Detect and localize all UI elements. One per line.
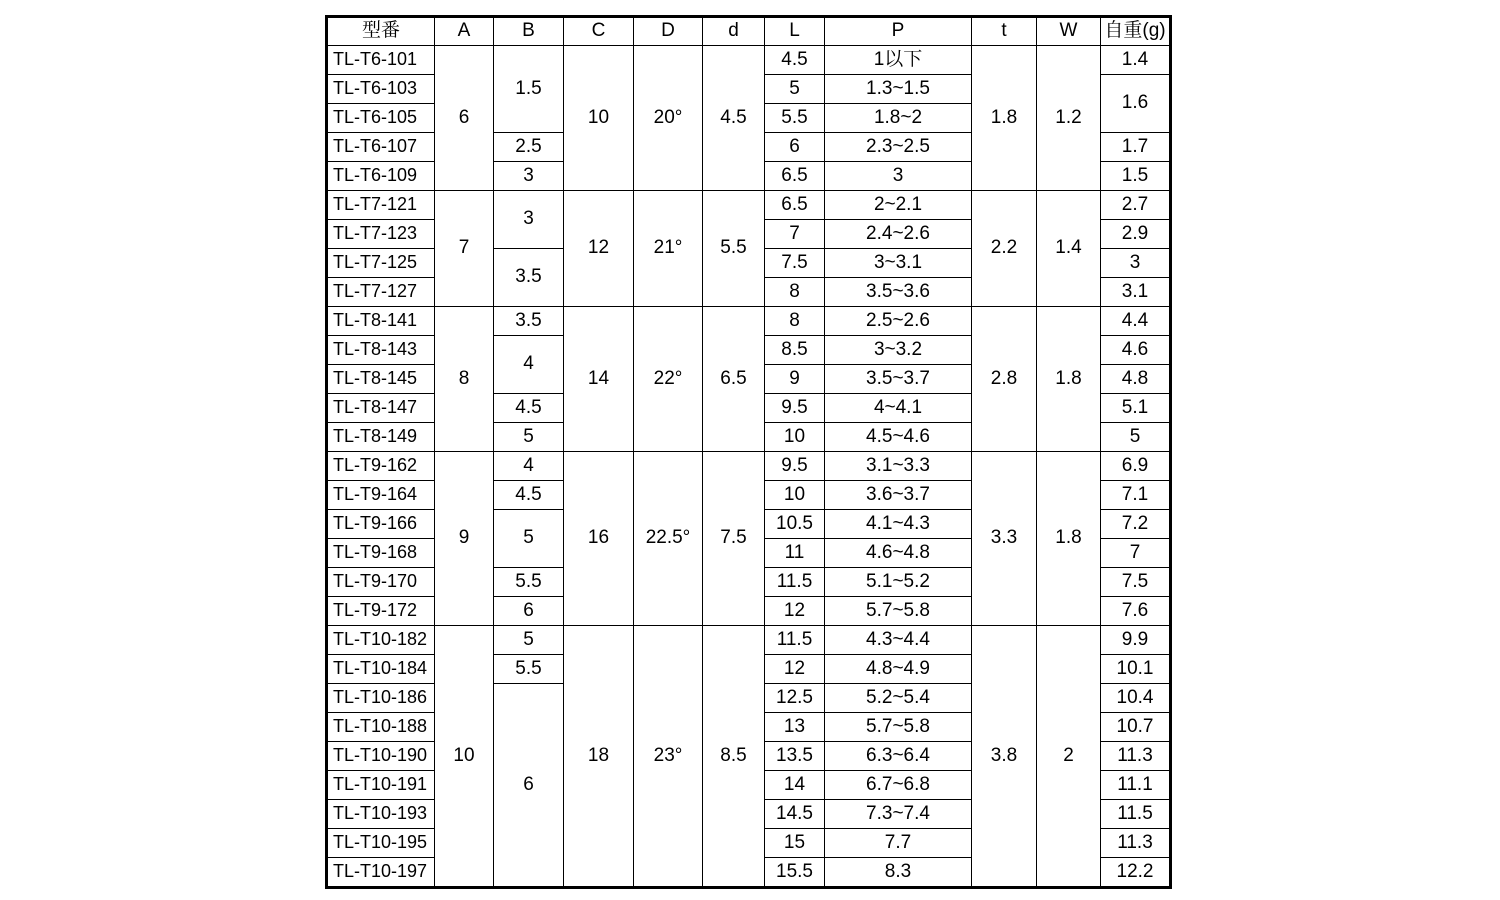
cell-B: 3.5 bbox=[494, 249, 564, 307]
cell-L: 5.5 bbox=[765, 104, 825, 133]
column-header-W: W bbox=[1037, 17, 1101, 46]
cell-model: TL-T10-191 bbox=[327, 771, 435, 800]
cell-weight: 1.4 bbox=[1101, 46, 1171, 75]
cell-P: 2~2.1 bbox=[825, 191, 972, 220]
cell-weight: 11.3 bbox=[1101, 829, 1171, 858]
cell-model: TL-T10-184 bbox=[327, 655, 435, 684]
cell-L: 6.5 bbox=[765, 191, 825, 220]
cell-model: TL-T10-190 bbox=[327, 742, 435, 771]
cell-weight: 7.5 bbox=[1101, 568, 1171, 597]
cell-L: 9 bbox=[765, 365, 825, 394]
cell-L: 6 bbox=[765, 133, 825, 162]
cell-t: 3.8 bbox=[972, 626, 1037, 888]
cell-model: TL-T8-141 bbox=[327, 307, 435, 336]
cell-C: 14 bbox=[564, 307, 634, 452]
cell-weight: 1.5 bbox=[1101, 162, 1171, 191]
cell-P: 7.3~7.4 bbox=[825, 800, 972, 829]
cell-weight: 4.6 bbox=[1101, 336, 1171, 365]
cell-weight: 2.9 bbox=[1101, 220, 1171, 249]
cell-L: 11.5 bbox=[765, 626, 825, 655]
cell-P: 7.7 bbox=[825, 829, 972, 858]
cell-P: 3.5~3.6 bbox=[825, 278, 972, 307]
cell-D: 22.5° bbox=[634, 452, 703, 626]
cell-weight: 9.9 bbox=[1101, 626, 1171, 655]
column-header-model: 型番 bbox=[327, 17, 435, 46]
cell-B: 4 bbox=[494, 452, 564, 481]
cell-model: TL-T7-121 bbox=[327, 191, 435, 220]
cell-d: 8.5 bbox=[703, 626, 765, 888]
cell-D: 22° bbox=[634, 307, 703, 452]
cell-L: 12 bbox=[765, 655, 825, 684]
table-row bbox=[327, 452, 1171, 481]
cell-B: 4 bbox=[494, 336, 564, 394]
cell-weight: 10.4 bbox=[1101, 684, 1171, 713]
cell-model: TL-T6-101 bbox=[327, 46, 435, 75]
column-header-L: L bbox=[765, 17, 825, 46]
cell-P: 8.3 bbox=[825, 858, 972, 888]
cell-L: 10 bbox=[765, 481, 825, 510]
cell-B: 5 bbox=[494, 423, 564, 452]
cell-W: 1.4 bbox=[1037, 191, 1101, 307]
cell-L: 8 bbox=[765, 307, 825, 336]
cell-model: TL-T9-164 bbox=[327, 481, 435, 510]
cell-L: 11.5 bbox=[765, 568, 825, 597]
cell-B: 5.5 bbox=[494, 568, 564, 597]
cell-B: 5 bbox=[494, 626, 564, 655]
cell-model: TL-T8-143 bbox=[327, 336, 435, 365]
cell-d: 7.5 bbox=[703, 452, 765, 626]
cell-C: 18 bbox=[564, 626, 634, 888]
cell-P: 2.3~2.5 bbox=[825, 133, 972, 162]
cell-model: TL-T8-149 bbox=[327, 423, 435, 452]
cell-P: 4.3~4.4 bbox=[825, 626, 972, 655]
header-row bbox=[327, 17, 1171, 46]
column-header-t: t bbox=[972, 17, 1037, 46]
cell-L: 8 bbox=[765, 278, 825, 307]
table-row bbox=[327, 46, 1171, 75]
cell-W: 1.8 bbox=[1037, 452, 1101, 626]
cell-L: 15.5 bbox=[765, 858, 825, 888]
cell-P: 3.5~3.7 bbox=[825, 365, 972, 394]
cell-B: 4.5 bbox=[494, 394, 564, 423]
cell-weight: 11.3 bbox=[1101, 742, 1171, 771]
cell-L: 11 bbox=[765, 539, 825, 568]
cell-P: 3 bbox=[825, 162, 972, 191]
cell-model: TL-T6-107 bbox=[327, 133, 435, 162]
column-header-P: P bbox=[825, 17, 972, 46]
cell-model: TL-T9-162 bbox=[327, 452, 435, 481]
cell-B: 5 bbox=[494, 510, 564, 568]
cell-L: 7 bbox=[765, 220, 825, 249]
cell-L: 13.5 bbox=[765, 742, 825, 771]
cell-weight: 11.5 bbox=[1101, 800, 1171, 829]
cell-A: 7 bbox=[435, 191, 494, 307]
cell-L: 13 bbox=[765, 713, 825, 742]
cell-t: 2.2 bbox=[972, 191, 1037, 307]
table-row bbox=[327, 626, 1171, 655]
cell-D: 20° bbox=[634, 46, 703, 191]
cell-P: 3.1~3.3 bbox=[825, 452, 972, 481]
cell-model: TL-T10-186 bbox=[327, 684, 435, 713]
cell-C: 10 bbox=[564, 46, 634, 191]
cell-weight: 7.1 bbox=[1101, 481, 1171, 510]
cell-L: 15 bbox=[765, 829, 825, 858]
cell-model: TL-T7-127 bbox=[327, 278, 435, 307]
cell-model: TL-T6-109 bbox=[327, 162, 435, 191]
cell-model: TL-T8-145 bbox=[327, 365, 435, 394]
cell-weight: 6.9 bbox=[1101, 452, 1171, 481]
cell-L: 9.5 bbox=[765, 452, 825, 481]
cell-weight: 5 bbox=[1101, 423, 1171, 452]
cell-L: 9.5 bbox=[765, 394, 825, 423]
cell-B: 4.5 bbox=[494, 481, 564, 510]
cell-L: 8.5 bbox=[765, 336, 825, 365]
cell-C: 12 bbox=[564, 191, 634, 307]
table-row bbox=[327, 191, 1171, 220]
cell-P: 5.2~5.4 bbox=[825, 684, 972, 713]
cell-P: 3.6~3.7 bbox=[825, 481, 972, 510]
cell-weight: 11.1 bbox=[1101, 771, 1171, 800]
cell-model: TL-T9-168 bbox=[327, 539, 435, 568]
cell-L: 6.5 bbox=[765, 162, 825, 191]
column-header-A: A bbox=[435, 17, 494, 46]
cell-model: TL-T6-105 bbox=[327, 104, 435, 133]
cell-B: 3 bbox=[494, 162, 564, 191]
cell-model: TL-T10-197 bbox=[327, 858, 435, 888]
cell-P: 5.7~5.8 bbox=[825, 597, 972, 626]
cell-weight: 4.4 bbox=[1101, 307, 1171, 336]
cell-weight: 3.1 bbox=[1101, 278, 1171, 307]
cell-L: 10 bbox=[765, 423, 825, 452]
cell-B: 5.5 bbox=[494, 655, 564, 684]
cell-L: 4.5 bbox=[765, 46, 825, 75]
cell-P: 5.7~5.8 bbox=[825, 713, 972, 742]
column-header-weight: 自重(g) bbox=[1101, 17, 1171, 46]
cell-P: 4.1~4.3 bbox=[825, 510, 972, 539]
cell-W: 1.2 bbox=[1037, 46, 1101, 191]
cell-P: 1.3~1.5 bbox=[825, 75, 972, 104]
cell-weight: 1.7 bbox=[1101, 133, 1171, 162]
cell-B: 3 bbox=[494, 191, 564, 249]
cell-L: 12.5 bbox=[765, 684, 825, 713]
cell-B: 3.5 bbox=[494, 307, 564, 336]
cell-model: TL-T8-147 bbox=[327, 394, 435, 423]
cell-W: 1.8 bbox=[1037, 307, 1101, 452]
spec-table bbox=[325, 15, 1172, 889]
cell-model: TL-T10-193 bbox=[327, 800, 435, 829]
cell-weight: 3 bbox=[1101, 249, 1171, 278]
cell-P: 2.5~2.6 bbox=[825, 307, 972, 336]
cell-P: 4~4.1 bbox=[825, 394, 972, 423]
cell-d: 6.5 bbox=[703, 307, 765, 452]
cell-L: 5 bbox=[765, 75, 825, 104]
cell-model: TL-T7-125 bbox=[327, 249, 435, 278]
cell-A: 6 bbox=[435, 46, 494, 191]
cell-P: 3~3.1 bbox=[825, 249, 972, 278]
cell-D: 23° bbox=[634, 626, 703, 888]
column-header-B: B bbox=[494, 17, 564, 46]
cell-model: TL-T9-172 bbox=[327, 597, 435, 626]
cell-model: TL-T9-170 bbox=[327, 568, 435, 597]
cell-P: 1以下 bbox=[825, 46, 972, 75]
cell-D: 21° bbox=[634, 191, 703, 307]
cell-weight: 12.2 bbox=[1101, 858, 1171, 888]
cell-weight: 7 bbox=[1101, 539, 1171, 568]
cell-W: 2 bbox=[1037, 626, 1101, 888]
cell-A: 8 bbox=[435, 307, 494, 452]
cell-A: 10 bbox=[435, 626, 494, 888]
cell-model: TL-T10-195 bbox=[327, 829, 435, 858]
cell-weight: 4.8 bbox=[1101, 365, 1171, 394]
cell-P: 4.5~4.6 bbox=[825, 423, 972, 452]
cell-C: 16 bbox=[564, 452, 634, 626]
cell-P: 4.6~4.8 bbox=[825, 539, 972, 568]
cell-P: 3~3.2 bbox=[825, 336, 972, 365]
cell-P: 6.3~6.4 bbox=[825, 742, 972, 771]
cell-t: 3.3 bbox=[972, 452, 1037, 626]
cell-model: TL-T10-182 bbox=[327, 626, 435, 655]
cell-t: 1.8 bbox=[972, 46, 1037, 191]
cell-weight: 5.1 bbox=[1101, 394, 1171, 423]
cell-weight: 7.2 bbox=[1101, 510, 1171, 539]
cell-B: 2.5 bbox=[494, 133, 564, 162]
cell-L: 7.5 bbox=[765, 249, 825, 278]
column-header-C: C bbox=[564, 17, 634, 46]
cell-model: TL-T7-123 bbox=[327, 220, 435, 249]
cell-B: 6 bbox=[494, 684, 564, 888]
cell-P: 6.7~6.8 bbox=[825, 771, 972, 800]
cell-P: 2.4~2.6 bbox=[825, 220, 972, 249]
column-header-D: D bbox=[634, 17, 703, 46]
cell-B: 6 bbox=[494, 597, 564, 626]
cell-L: 12 bbox=[765, 597, 825, 626]
cell-B: 1.5 bbox=[494, 46, 564, 133]
spec-table-container bbox=[325, 15, 1172, 889]
cell-P: 4.8~4.9 bbox=[825, 655, 972, 684]
cell-model: TL-T9-166 bbox=[327, 510, 435, 539]
cell-d: 5.5 bbox=[703, 191, 765, 307]
cell-t: 2.8 bbox=[972, 307, 1037, 452]
cell-weight: 10.7 bbox=[1101, 713, 1171, 742]
column-header-d: d bbox=[703, 17, 765, 46]
cell-model: TL-T6-103 bbox=[327, 75, 435, 104]
cell-weight: 10.1 bbox=[1101, 655, 1171, 684]
cell-A: 9 bbox=[435, 452, 494, 626]
cell-weight: 7.6 bbox=[1101, 597, 1171, 626]
cell-P: 5.1~5.2 bbox=[825, 568, 972, 597]
cell-L: 14.5 bbox=[765, 800, 825, 829]
cell-L: 14 bbox=[765, 771, 825, 800]
cell-L: 10.5 bbox=[765, 510, 825, 539]
cell-d: 4.5 bbox=[703, 46, 765, 191]
cell-weight: 1.6 bbox=[1101, 75, 1171, 133]
cell-model: TL-T10-188 bbox=[327, 713, 435, 742]
cell-P: 1.8~2 bbox=[825, 104, 972, 133]
cell-weight: 2.7 bbox=[1101, 191, 1171, 220]
table-row bbox=[327, 307, 1171, 336]
